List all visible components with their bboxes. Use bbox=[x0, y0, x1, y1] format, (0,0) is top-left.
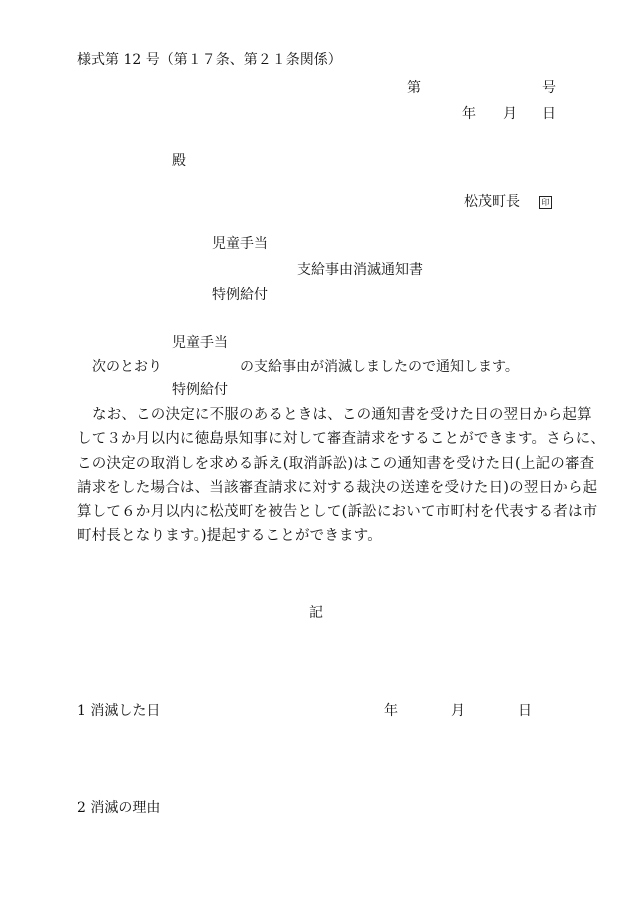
item-date-day: 日 bbox=[518, 703, 532, 719]
paragraph-line: この決定の取消しを求める訴え(取消訴訟)はこの通知書を受けた日(上記の審査 bbox=[77, 455, 595, 472]
seal-mark: 印 bbox=[539, 196, 552, 209]
notice-option-special-benefit: 特例給付 bbox=[172, 382, 228, 398]
item-reason-label: 2 消滅の理由 bbox=[77, 800, 161, 816]
addressee-honorific: 殿 bbox=[172, 153, 186, 169]
issuer-title: 松茂町長 bbox=[464, 194, 520, 210]
paragraph-line: して３か月以内に徳島県知事に対して審査請求をすることができます。さらに、 bbox=[77, 431, 606, 448]
paragraph-line: 請求をした場合は、当該審査請求に対する裁決の送達を受けた日)の翌日から起 bbox=[77, 479, 598, 496]
appeal-paragraph bbox=[77, 403, 606, 549]
form-label: 様式第 12 号（第１７条、第２１条関係） bbox=[77, 52, 342, 68]
paragraph-line: 算して６か月以内に松茂町を被告として(訴訟において市町村を代表する者は市 bbox=[77, 504, 598, 521]
document-title: 支給事由消滅通知書 bbox=[297, 262, 423, 278]
item-date-year: 年 bbox=[384, 703, 398, 719]
issuer-line bbox=[464, 194, 552, 211]
date-month: 月 bbox=[503, 106, 517, 122]
date-year: 年 bbox=[462, 106, 476, 122]
item-date-label: 1 消滅した日 bbox=[77, 703, 161, 719]
notice-option-child-allowance: 児童手当 bbox=[172, 335, 228, 351]
paragraph-line: 町村長となります。)提起することができます。 bbox=[77, 528, 382, 545]
notice-line-prefix: 次のとおり bbox=[92, 359, 162, 375]
date-day: 日 bbox=[542, 106, 556, 122]
doc-number-suffix: 号 bbox=[542, 80, 556, 96]
paragraph-line: なお、この決定に不服のあるときは、この通知書を受けた日の翌日から起算 bbox=[92, 407, 592, 423]
title-option-special-benefit: 特例給付 bbox=[212, 287, 268, 303]
ki-heading: 記 bbox=[309, 605, 323, 621]
item-date-month: 月 bbox=[451, 703, 465, 719]
doc-number-prefix: 第 bbox=[407, 80, 421, 96]
title-option-child-allowance: 児童手当 bbox=[212, 236, 268, 252]
notice-line-suffix: の支給事由が消滅しましたので通知します。 bbox=[240, 359, 519, 375]
